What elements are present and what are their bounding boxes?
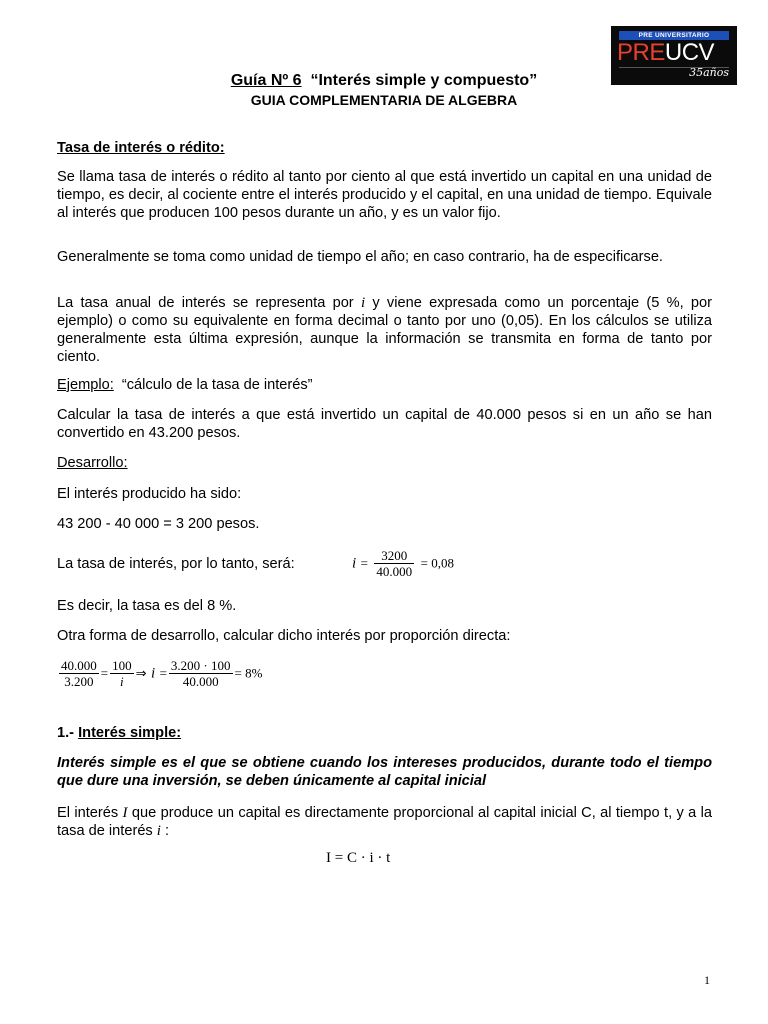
paragraph-rate-definition: Se llama tasa de interés o rédito al tanto por ciento al que está invertido un capital en una unidad de tiempo, es decir, al cociente entre el interés producido y el capital, en una unidad de tiempo. Equivale al interés que producen 100 pesos durante un año, y es un valor fijo. — [57, 169, 712, 221]
development-line-4: Es decir, la tasa es del 8 %. — [57, 598, 237, 614]
logo-wordmark: PREUCV — [617, 39, 715, 66]
rate-formula: i = $\frac{3200}{40.000}$ = 0,08 — [352, 548, 454, 579]
simple-interest-formula: I = C · i · t — [326, 850, 391, 866]
development-line-5: Otra forma de desarrollo, calcular dicho interés por proporción directa: — [57, 628, 511, 644]
development-heading: Desarrollo: — [57, 455, 128, 471]
document-title: Guía Nº 6 “Interés simple y compuesto” — [230, 72, 538, 89]
section-heading-rate: Tasa de interés o rédito: — [57, 140, 225, 156]
proportion-formula: $\frac{40.000}{3.200}$ = $\frac{100}{i}$ ⇒ i = $\frac{3.200 \cdot 100}{40.000}$ = 8% — [61, 658, 263, 689]
logo-years: 35años — [689, 66, 729, 79]
logo-top-band: PRE UNIVERSITARIO — [619, 31, 729, 40]
development-line-1: El interés producido ha sido: — [57, 486, 242, 502]
example-statement: Calcular la tasa de interés a que está invertido un capital de 40.000 pesos si en un año se han convertido en 43.200 pesos. — [57, 407, 712, 441]
development-line-2: 43 200 - 40 000 = 3 200 pesos. — [57, 516, 260, 532]
paragraph-time-unit: Generalmente se toma como unidad de tiempo el año; en caso contrario, ha de especificarse. — [57, 249, 663, 265]
fraction-capital: $\frac{40.000}{3.200}$ — [61, 658, 97, 689]
example-heading: Ejemplo: “cálculo de la tasa de interés” — [57, 377, 313, 393]
simple-interest-definition: Interés simple es el que se obtiene cuando los intereses producidos, durante todo el tiempo que dure una inversión, se deben únicamente al capital inicial — [57, 755, 712, 789]
document-subtitle: GUIA COMPLEMENTARIA DE ALGEBRA — [250, 92, 518, 108]
page-number: 1 — [704, 973, 710, 987]
section-heading-simple: 1.- Interés simple: — [57, 725, 182, 741]
paragraph-rate-notation: La tasa anual de interés se representa por i y viene expresada como un porcentaje (5 %, por ejemplo) o como su equivalente en forma decimal o tanto por uno (0,05). En los cálculos se utiliza generalmente esta última expresión, aunque la información se transmita en forma de tanto por ciento. — [57, 295, 712, 365]
development-line-3: La tasa de interés, por lo tanto, será: — [57, 556, 295, 572]
paragraph-simple-interest: El interés I que produce un capital es directamente proporcional al capital inicial C, al tiempo t, y a la tasa de interés i : — [57, 805, 713, 839]
fraction-result: $\frac{3.200 \cdot 100}{40.000}$ — [170, 658, 231, 689]
fraction-hundred: $\frac{100}{i}$ — [112, 658, 132, 689]
rate-fraction: $\frac{3200}{40.000}$ — [376, 548, 413, 579]
